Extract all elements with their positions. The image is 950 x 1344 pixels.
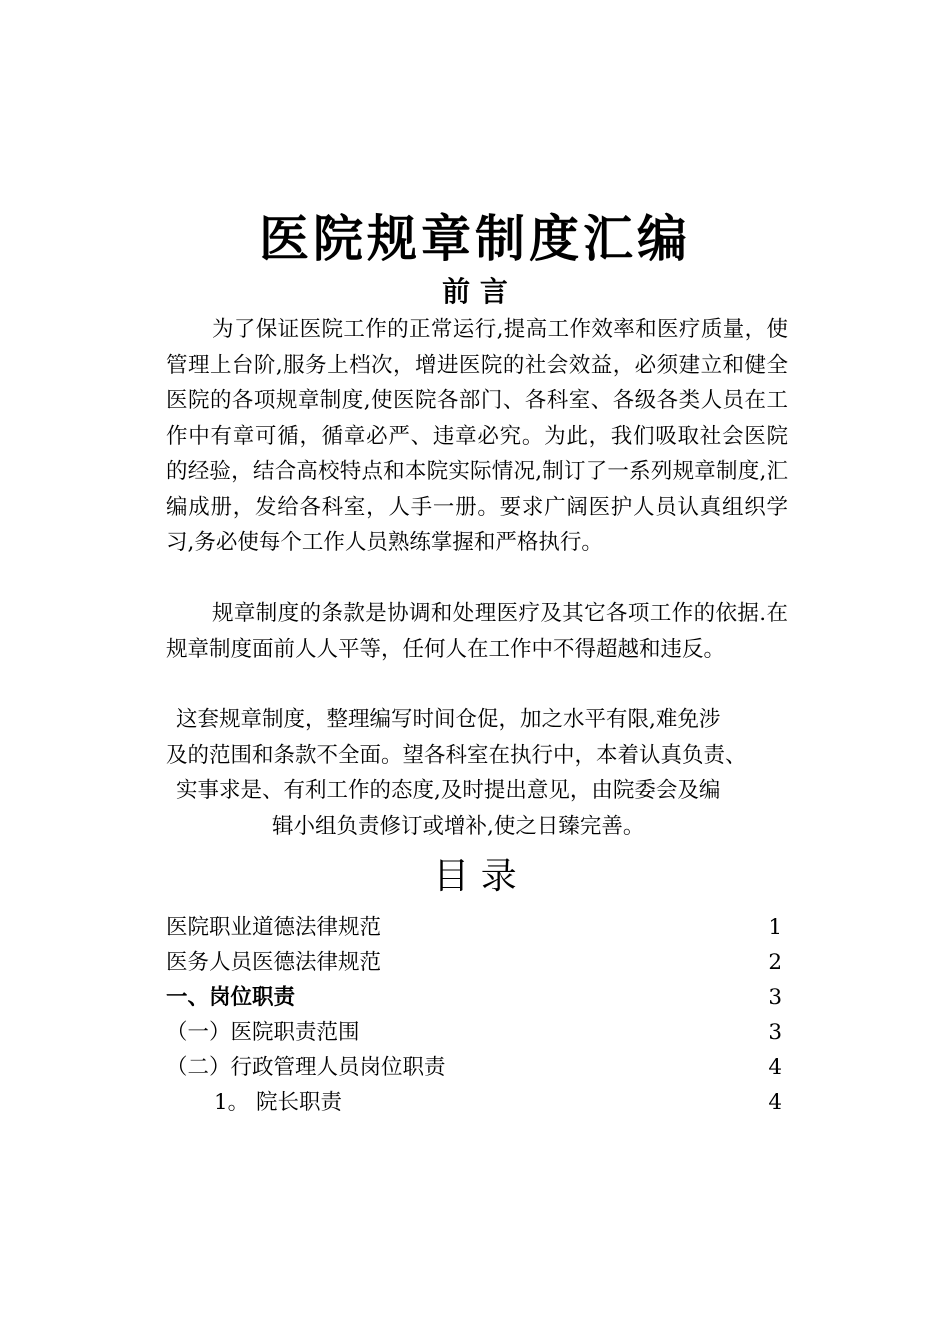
preface-paragraph-3-line-2: 及的范围和条款不全面。望各科室在执行中，本着认真负责、 (166, 742, 747, 768)
toc-entry[interactable] (166, 910, 786, 945)
toc-entry-label: 医务人员医德法律规范 (166, 950, 382, 975)
toc-entry-page: 2 (768, 950, 782, 975)
toc-entry[interactable] (166, 1015, 786, 1050)
preface-paragraph-3 (166, 702, 788, 844)
toc-entry[interactable] (166, 1085, 786, 1120)
preface-paragraph-3-line-4: 辑小组负责修订或增补,使之日臻完善。 (272, 813, 645, 839)
toc-entry-page: 3 (768, 1020, 782, 1045)
preface-paragraph-3-line-3: 实事求是、有利工作的态度,及时提出意见，由院委会及编 (176, 778, 721, 803)
toc-entry-label: 医院职业道德法律规范 (166, 915, 382, 940)
table-of-contents (166, 910, 786, 1120)
preface-paragraph-3-line-1: 这套规章制度，整理编写时间仓促，加之水平有限,难免涉 (176, 707, 721, 732)
toc-entry-label: （一）医院职责范围 (166, 1020, 360, 1045)
preface-heading: 前 言 (442, 275, 508, 308)
document-title: 医院规章制度汇编 (259, 209, 691, 268)
toc-entry[interactable] (166, 1050, 786, 1085)
toc-entry-page: 4 (768, 1090, 782, 1115)
toc-entry-label: 一、岗位职责 (166, 985, 296, 1010)
toc-entry-page: 4 (768, 1055, 782, 1080)
toc-entry-page: 3 (768, 985, 782, 1010)
toc-heading: 目 录 (433, 856, 517, 897)
toc-entry[interactable] (166, 945, 786, 980)
preface-paragraph-1: 为了保证医院工作的正常运行,提高工作效率和医疗质量，使管理上台阶,服务上档次，增进医院的社会效益，必须建立和健全医院的各项规章制度,使医院各部门、各科室、各级各类人员在工作中有章可循，循章必严、违章必究。为此，我们吸取社会医院的经验，结合高校特点和本院实际情况,制订了一系列规章制度,汇编成册，发给各科室，人手一册。要求广阔医护人员认真组织学习,务必使每个工作人员熟练掌握和严格执行。 (166, 317, 788, 555)
toc-entry-page: 1 (768, 915, 782, 940)
preface-paragraph-2: 规章制度的条款是协调和处理医疗及其它各项工作的依据.在规章制度面前人人平等，任何人在工作中不得超越和违反。 (166, 601, 788, 662)
toc-entry[interactable] (166, 980, 786, 1015)
toc-entry-label: （二）行政管理人员岗位职责 (166, 1055, 446, 1080)
toc-entry-label: 1。 院长职责 (214, 1090, 343, 1115)
